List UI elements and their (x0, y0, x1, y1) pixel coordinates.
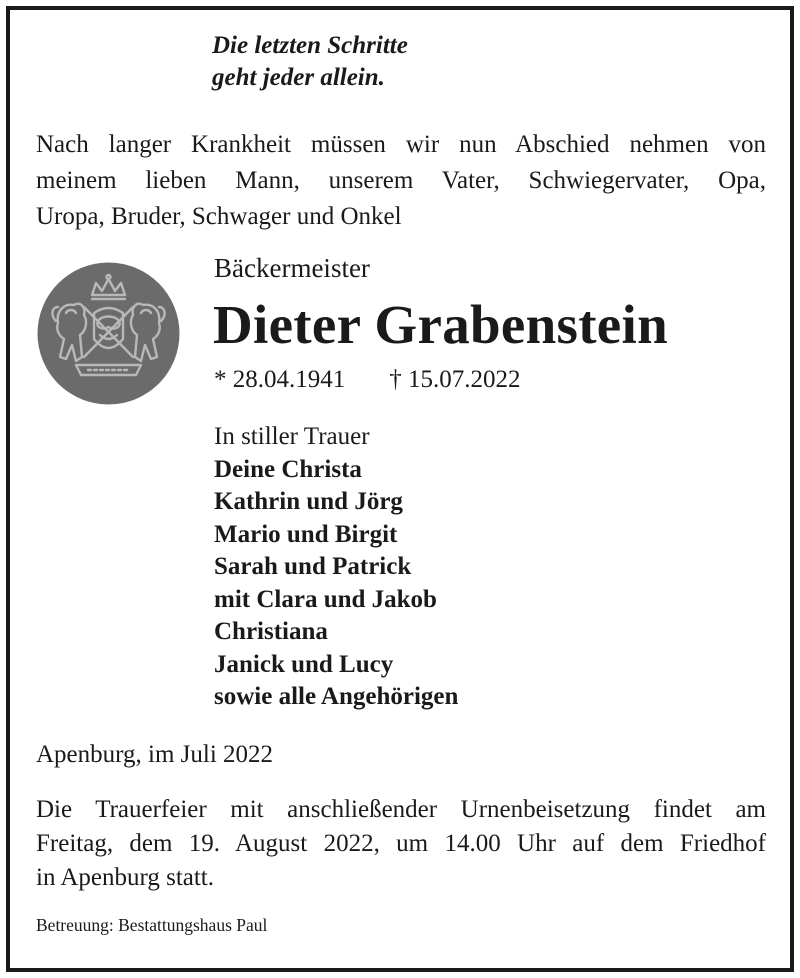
mourner-name: Janick und Lucy (214, 650, 394, 678)
mourner-name: sowie alle Angehörigen (214, 683, 459, 710)
intro-line-2: meinem lieben Mann, unserem Vater, Schwiegervater, Opa, (36, 167, 766, 194)
place-and-date: Apenburg, im Juli 2022 (36, 741, 274, 768)
motto (212, 30, 408, 94)
deceased-profession: Bäckermeister (214, 253, 370, 283)
deceased-name: Dieter Grabenstein (213, 294, 668, 355)
motto-line-1: Die letzten Schritte (212, 32, 408, 59)
mourner-name: Mario und Birgit (214, 520, 398, 548)
funeral-details (36, 793, 766, 895)
intro-line-3: Uropa, Bruder, Schwager und Onkel (36, 203, 402, 230)
mourners-list (214, 421, 458, 714)
mourner-name: Deine Christa (214, 455, 362, 483)
mourner-name: Sarah und Patrick (214, 553, 412, 580)
funeral-line-3: in Apenburg statt. (36, 864, 215, 891)
motto-line-2: geht jeder allein. (212, 64, 385, 91)
intro-line-1: Nach langer Krankheit müssen wir nun Abschied nehmen von (36, 131, 766, 158)
mourner-name: Kathrin und Jörg (214, 488, 403, 515)
life-dates (214, 363, 521, 397)
mourners-heading: In stiller Trauer (214, 423, 370, 450)
funeral-home-credit: Betreuung: Bestattungshaus Paul (36, 915, 268, 935)
birth-date: * 28.04.1941 (214, 366, 346, 393)
funeral-line-1: Die Trauerfeier mit anschließender Urnenbeisetzung findet am (36, 796, 766, 823)
mourner-name: Christiana (214, 618, 328, 645)
death-date: † 15.07.2022 (389, 366, 521, 393)
mourner-name: mit Clara und Jakob (214, 585, 437, 613)
funeral-line-2: Freitag, dem 19. August 2022, um 14.00 Uhr auf dem Friedhof (36, 830, 766, 857)
intro-text (36, 127, 766, 235)
baker-guild-emblem-icon (36, 261, 181, 406)
